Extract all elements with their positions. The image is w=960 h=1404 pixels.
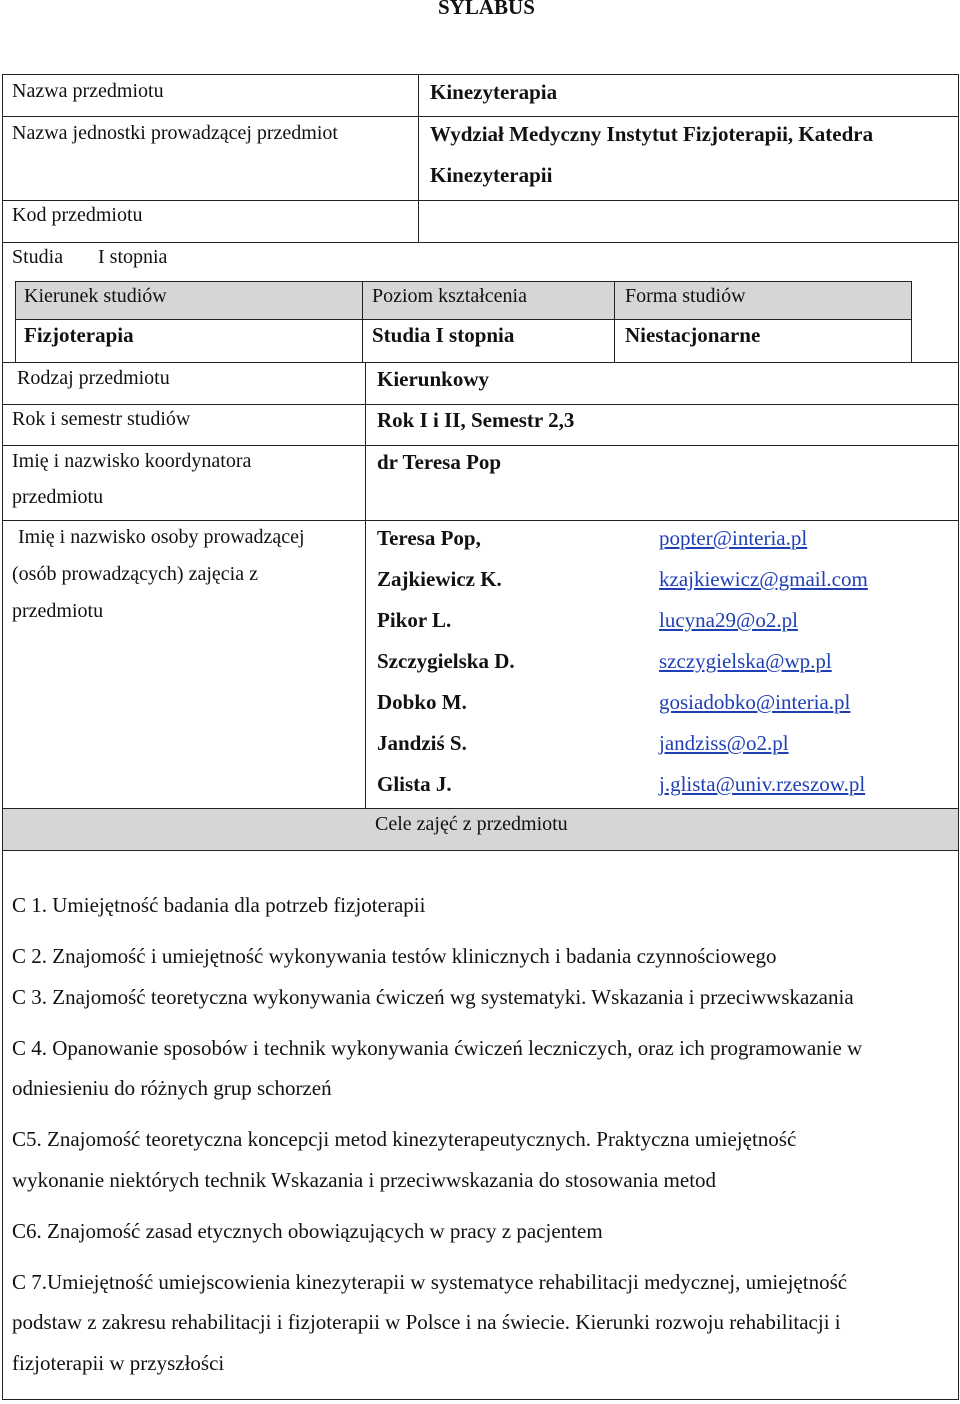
- goal-line: C5. Znajomość teoretyczna koncepcji metod kinezyterapeutycznych. Praktyczna umiejętność: [12, 1127, 797, 1151]
- teacher-name: Jandziś S.: [377, 731, 467, 755]
- teachers-label-line3: przedmiotu: [12, 600, 104, 622]
- goal-line: C 2. Znajomość i umiejętność wykonywania testów klinicznych i badania czynnościowego: [12, 944, 777, 968]
- type-value: Kierunkowy: [377, 367, 490, 391]
- teacher-email-link[interactable]: popter@interia.pl: [659, 526, 808, 550]
- program-value-level: Studia I stopnia: [372, 323, 515, 347]
- teacher-name: Teresa Pop,: [377, 526, 481, 550]
- teacher-email-link[interactable]: lucyna29@o2.pl: [659, 608, 798, 632]
- goal-line: odniesieniu do różnych grup schorzeń: [12, 1076, 332, 1100]
- syllabus-table: [2, 74, 959, 1400]
- year-label: Rok i semestr studiów: [12, 408, 191, 430]
- teacher-email-link[interactable]: jandziss@o2.pl: [659, 731, 789, 755]
- goals-header: Cele zajęć z przedmiotu: [375, 813, 568, 835]
- year-value: Rok I i II, Semestr 2,3: [377, 408, 575, 432]
- teacher-name: Szczygielska D.: [377, 649, 515, 673]
- teacher-email-link[interactable]: kzajkiewicz@gmail.com: [659, 567, 868, 591]
- goal-line: fizjoterapii w przyszłości: [12, 1351, 225, 1375]
- studies-label: Studia: [12, 246, 64, 268]
- program-header-form: Forma studiów: [625, 285, 746, 307]
- program-value-form: Niestacjonarne: [625, 323, 761, 347]
- teacher-name: Pikor L.: [377, 608, 452, 632]
- teacher-email-link[interactable]: j.glista@univ.rzeszow.pl: [659, 772, 866, 796]
- teacher-email-link[interactable]: gosiadobko@interia.pl: [659, 690, 851, 714]
- program-header-direction: Kierunek studiów: [24, 285, 167, 307]
- goal-line: C 7.Umiejętność umiejscowienia kinezyterapii w systematyce rehabilitacji medycznej, umiejętność: [12, 1270, 848, 1294]
- coordinator-label-line1: Imię i nazwisko koordynatora: [12, 450, 252, 472]
- teacher-name: Zajkiewicz K.: [377, 567, 502, 591]
- type-label: Rodzaj przedmiotu: [17, 367, 170, 389]
- goal-line: C 4. Opanowanie sposobów i technik wykonywania ćwiczeń leczniczych, oraz ich programowanie w: [12, 1036, 863, 1060]
- teacher-email-link[interactable]: szczygielska@wp.pl: [659, 649, 832, 673]
- goal-line: wykonanie niektórych technik Wskazania i przeciwwskazania do stosowania metod: [12, 1168, 717, 1192]
- goal-line: C 3. Znajomość teoretyczna wykonywania ćwiczeń wg systematyki. Wskazania i przeciwwskazania: [12, 985, 854, 1009]
- teacher-name: Dobko M.: [377, 690, 467, 714]
- unit-label: Nazwa jednostki prowadzącej przedmiot: [12, 122, 338, 144]
- teachers-label-line2: (osób prowadzących) zajęcia z: [12, 563, 258, 585]
- program-header-level: Poziom kształcenia: [372, 285, 527, 307]
- studies-value: I stopnia: [98, 246, 168, 268]
- teacher-name: Glista J.: [377, 772, 452, 796]
- goal-line: podstaw z zakresu rehabilitacji i fizjoterapii w Polsce i na świecie. Kierunki rozwoju rehabilitacji i: [12, 1310, 841, 1334]
- unit-value-line2: Kinezyterapii: [430, 163, 553, 187]
- program-value-direction: Fizjoterapia: [24, 323, 134, 347]
- course-name-label: Nazwa przedmiotu: [12, 80, 164, 102]
- page-title: SYLABUS: [438, 0, 535, 19]
- course-name-value: Kinezyterapia: [430, 80, 558, 104]
- teachers-label-line1: Imię i nazwisko osoby prowadzącej: [18, 526, 305, 548]
- goal-line: C6. Znajomość zasad etycznych obowiązujących w pracy z pacjentem: [12, 1219, 603, 1243]
- goal-line: C 1. Umiejętność badania dla potrzeb fizjoterapii: [12, 893, 426, 917]
- coordinator-value: dr Teresa Pop: [377, 450, 502, 474]
- code-label: Kod przedmiotu: [12, 204, 143, 226]
- coordinator-label-line2: przedmiotu: [12, 486, 104, 508]
- unit-value-line1: Wydział Medyczny Instytut Fizjoterapii, Katedra: [430, 122, 874, 146]
